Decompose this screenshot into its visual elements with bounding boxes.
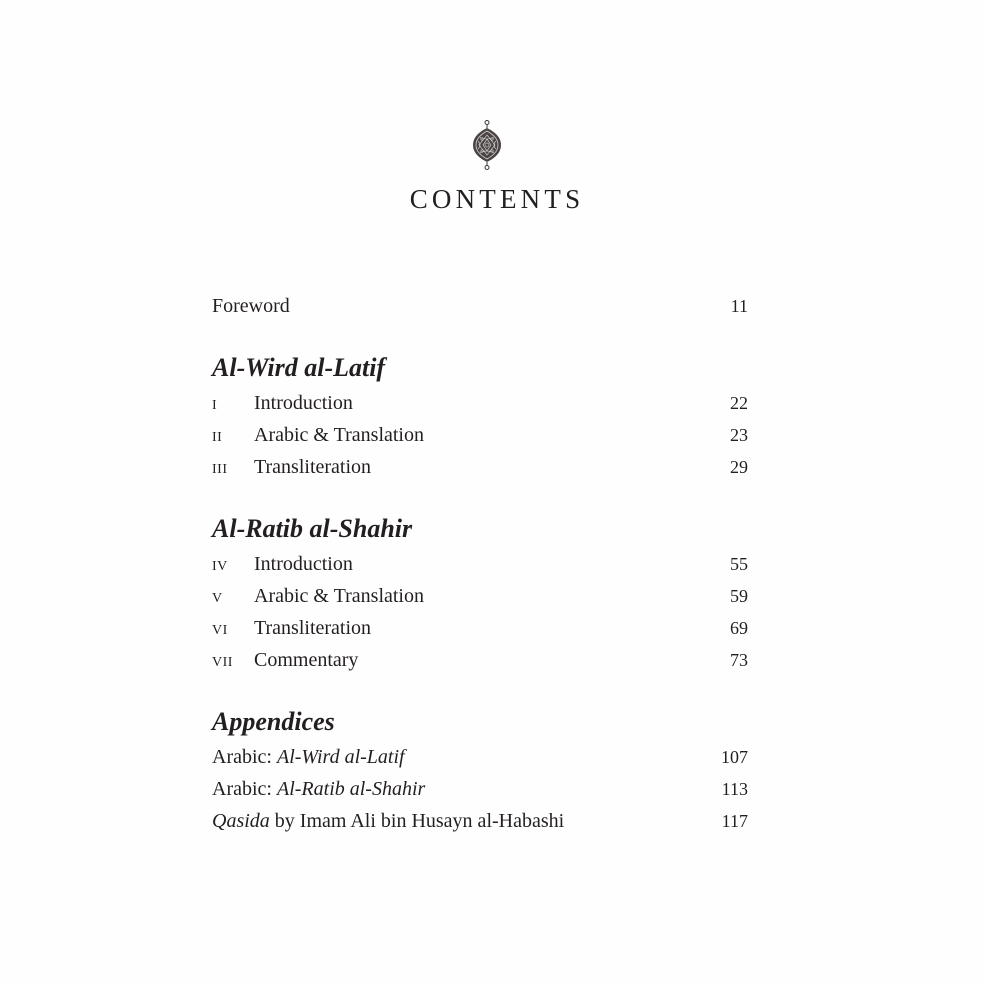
- toc-entry-label: Commentary: [254, 649, 359, 671]
- label-italic-title: Qasida: [212, 810, 270, 832]
- toc-page-number: 59: [730, 586, 748, 606]
- toc-page-number: 11: [730, 296, 748, 316]
- label-prefix: Arabic:: [212, 746, 277, 768]
- toc-page-number: 73: [730, 650, 748, 670]
- toc-entry[interactable]: [212, 550, 748, 578]
- label-suffix: by Imam Ali bin Husayn al-Habashi: [269, 810, 565, 832]
- toc-entry[interactable]: [212, 614, 748, 642]
- toc-entry[interactable]: [212, 775, 748, 803]
- toc-page-number: 107: [721, 747, 748, 767]
- toc-page-number: 23: [730, 425, 748, 445]
- section-heading-wird: Al-Wird al-Latif: [212, 353, 386, 382]
- label-italic-title: Al-Ratib al-Shahir: [276, 778, 426, 800]
- toc-entry-foreword[interactable]: [212, 292, 748, 320]
- toc-page-number: 117: [721, 811, 748, 831]
- arabesque-ornament-icon: [471, 119, 503, 171]
- roman-numeral: III: [212, 462, 228, 477]
- toc-entry-label: Arabic & Translation: [254, 424, 424, 446]
- toc-entry-label: Foreword: [212, 295, 290, 317]
- roman-numeral: V: [212, 591, 223, 606]
- roman-numeral: II: [212, 430, 223, 445]
- toc-page-number: 113: [721, 779, 748, 799]
- section-heading-ratib: Al-Ratib al-Shahir: [212, 514, 413, 543]
- toc-page-number: 55: [730, 554, 748, 574]
- toc-entry[interactable]: [212, 389, 748, 417]
- roman-numeral: VII: [212, 655, 233, 670]
- toc-entry-label: Arabic & Translation: [254, 585, 424, 607]
- toc-entry[interactable]: [212, 453, 748, 481]
- roman-numeral: VI: [212, 623, 228, 638]
- toc-entry-label: Introduction: [254, 392, 353, 414]
- page-title: CONTENTS: [409, 184, 585, 214]
- toc-entry[interactable]: [212, 807, 748, 835]
- toc-entry-label: [212, 775, 708, 803]
- section-heading-appendices: Appendices: [212, 707, 335, 736]
- toc-entry[interactable]: [212, 743, 748, 771]
- toc-entry-label: [212, 807, 708, 835]
- toc-page-number: 69: [730, 618, 748, 638]
- roman-numeral: IV: [212, 559, 228, 574]
- label-italic-title: Al-Wird al-Latif: [276, 746, 405, 768]
- toc-entry[interactable]: [212, 421, 748, 449]
- toc-page-number: 29: [730, 457, 748, 477]
- toc-entry-label: Transliteration: [254, 456, 372, 478]
- toc-entry-label: Introduction: [254, 553, 353, 575]
- roman-numeral: I: [212, 398, 218, 413]
- toc-page-number: 22: [730, 393, 748, 413]
- toc-entry[interactable]: [212, 582, 748, 610]
- toc-entry[interactable]: [212, 646, 748, 674]
- label-prefix: Arabic:: [212, 778, 277, 800]
- toc-entry-label: [212, 743, 708, 771]
- toc-entry-label: Transliteration: [254, 617, 372, 639]
